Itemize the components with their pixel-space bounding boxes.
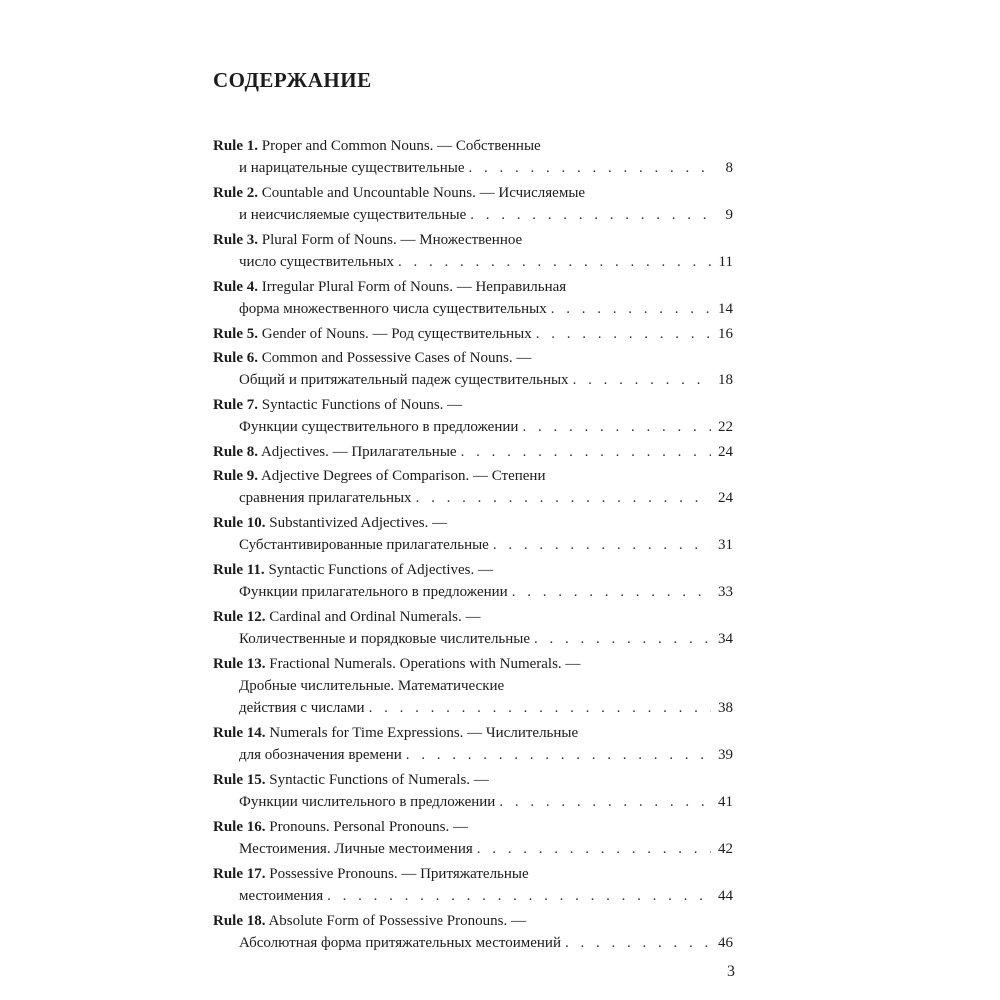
rule-label: Rule 3. xyxy=(213,232,258,248)
dot-leader xyxy=(493,534,711,556)
entry-title: Substantivized Adjectives. — xyxy=(269,515,448,531)
entry-page-number: 44 xyxy=(718,888,733,904)
dot-leader xyxy=(406,744,711,766)
dot-leader xyxy=(398,251,711,273)
rule-label: Rule 11. xyxy=(213,562,265,578)
rule-label: Rule 13. xyxy=(213,656,266,672)
entry-page-number: 16 xyxy=(718,326,733,342)
entry-page-number: 9 xyxy=(725,207,733,223)
entry-page-number: 18 xyxy=(718,372,733,388)
entry-page-number: 39 xyxy=(718,747,733,763)
entry-subtitle: Местоимения. Личные местоимения xyxy=(239,841,473,857)
entry-subtitle: Функции числительного в предложении xyxy=(239,794,496,810)
rule-label: Rule 15. xyxy=(213,772,266,788)
entry-page-number: 24 xyxy=(718,444,733,460)
toc-entry[interactable] xyxy=(213,394,733,438)
entry-subtitle: действия с числами xyxy=(239,700,365,716)
entry-title: Fractional Numerals. Operations with Numerals. — xyxy=(269,656,581,672)
entry-page-number: 8 xyxy=(725,160,733,176)
toc-entry[interactable] xyxy=(213,816,733,860)
dot-leader xyxy=(573,369,711,391)
page-number: 3 xyxy=(727,963,735,980)
entry-page-number: 31 xyxy=(718,537,733,553)
entry-subtitle: число существительных xyxy=(239,254,394,270)
entry-page-number: 24 xyxy=(718,490,733,506)
entry-title: Common and Possessive Cases of Nouns. — xyxy=(261,350,532,366)
toc-entry[interactable] xyxy=(213,559,733,603)
rule-label: Rule 5. xyxy=(213,326,258,342)
toc-entry[interactable] xyxy=(213,910,733,954)
rule-label: Rule 1. xyxy=(213,138,258,154)
toc-entry[interactable] xyxy=(213,182,733,226)
dot-leader xyxy=(416,487,711,509)
entry-title: Countable and Uncountable Nouns. — Исчисляемые xyxy=(261,185,586,201)
entry-title: Adjective Degrees of Comparison. — Степени xyxy=(260,468,546,484)
entry-title: Irregular Plural Form of Nouns. — Неправильная xyxy=(261,279,567,295)
dot-leader xyxy=(470,204,711,226)
entry-title: Plural Form of Nouns. — Множественное xyxy=(261,232,523,248)
toc-entry[interactable] xyxy=(213,135,733,179)
entry-page-number: 11 xyxy=(718,254,733,270)
entry-subtitle: Общий и притяжательный падеж существительных xyxy=(239,372,569,388)
entry-page-number: 46 xyxy=(718,935,733,951)
dot-leader xyxy=(534,628,711,650)
dot-leader xyxy=(512,581,711,603)
entry-continuation: Дробные числительные. Математические xyxy=(239,678,505,694)
entry-subtitle: форма множественного числа существительных xyxy=(239,301,547,317)
entry-title: Syntactic Functions of Nouns. — xyxy=(261,397,463,413)
rule-label: Rule 16. xyxy=(213,819,266,835)
dot-leader xyxy=(536,323,711,345)
rule-label: Rule 9. xyxy=(213,468,258,484)
entry-title: Proper and Common Nouns. — Собственные xyxy=(261,138,541,154)
entry-subtitle: Абсолютная форма притяжательных местоимений xyxy=(239,935,561,951)
rule-label: Rule 2. xyxy=(213,185,258,201)
toc-entry[interactable] xyxy=(213,323,733,345)
entry-subtitle: и нарицательные существительные xyxy=(239,160,465,176)
entry-subtitle: Субстантивированные прилагательные xyxy=(239,537,489,553)
entry-page-number: 14 xyxy=(718,301,733,317)
entry-page-number: 41 xyxy=(718,794,733,810)
entry-title: Syntactic Functions of Adjectives. — xyxy=(268,562,493,578)
entry-title: Cardinal and Ordinal Numerals. — xyxy=(269,609,481,625)
entry-page-number: 22 xyxy=(718,419,733,435)
entry-title: Syntactic Functions of Numerals. — xyxy=(269,772,489,788)
toc-entry[interactable] xyxy=(213,229,733,273)
page-title: СОДЕРЖАНИЕ xyxy=(213,68,372,92)
dot-leader xyxy=(522,416,711,438)
entry-title: Adjectives. — Прилагательные xyxy=(260,444,457,460)
rule-label: Rule 12. xyxy=(213,609,266,625)
toc-entry[interactable] xyxy=(213,653,733,719)
entry-page-number: 33 xyxy=(718,584,733,600)
dot-leader xyxy=(469,157,711,179)
entry-subtitle: местоимения xyxy=(239,888,324,904)
dot-leader xyxy=(565,932,711,954)
dot-leader xyxy=(499,791,711,813)
dot-leader xyxy=(551,298,711,320)
toc-entry[interactable] xyxy=(213,441,733,463)
entry-page-number: 42 xyxy=(718,841,733,857)
entry-subtitle: Функции прилагательного в предложении xyxy=(239,584,508,600)
dot-leader xyxy=(477,838,711,860)
entry-subtitle: Функции существительного в предложении xyxy=(239,419,519,435)
entry-subtitle: Количественные и порядковые числительные xyxy=(239,631,531,647)
rule-label: Rule 4. xyxy=(213,279,258,295)
entry-page-number: 34 xyxy=(718,631,733,647)
dot-leader xyxy=(461,441,711,463)
toc-entry[interactable] xyxy=(213,722,733,766)
toc-entry[interactable] xyxy=(213,276,733,320)
entry-page-number: 38 xyxy=(718,700,733,716)
rule-label: Rule 8. xyxy=(213,444,258,460)
rule-label: Rule 6. xyxy=(213,350,258,366)
rule-label: Rule 14. xyxy=(213,725,266,741)
entry-subtitle: для обозначения времени xyxy=(239,747,402,763)
entry-title: Gender of Nouns. — Род существительных xyxy=(261,326,532,342)
dot-leader xyxy=(327,885,711,907)
rule-label: Rule 7. xyxy=(213,397,258,413)
toc-entry[interactable] xyxy=(213,769,733,813)
table-of-contents xyxy=(213,0,733,1000)
rule-label: Rule 17. xyxy=(213,866,266,882)
rule-label: Rule 10. xyxy=(213,515,266,531)
toc-entry[interactable] xyxy=(213,863,733,907)
entry-subtitle: и неисчисляемые существительные xyxy=(239,207,467,223)
entry-title: Numerals for Time Expressions. — Числительные xyxy=(269,725,579,741)
toc-entry[interactable] xyxy=(213,606,733,650)
entry-title: Possessive Pronouns. — Притяжательные xyxy=(269,866,529,882)
entry-subtitle: сравнения прилагательных xyxy=(239,490,412,506)
toc-entry[interactable] xyxy=(213,512,733,556)
entry-title: Pronouns. Personal Pronouns. — xyxy=(269,819,469,835)
entry-title: Absolute Form of Possessive Pronouns. — xyxy=(268,913,526,929)
toc-entry[interactable] xyxy=(213,465,733,509)
toc-entry[interactable] xyxy=(213,347,733,391)
dot-leader xyxy=(369,697,711,719)
rule-label: Rule 18. xyxy=(213,913,266,929)
